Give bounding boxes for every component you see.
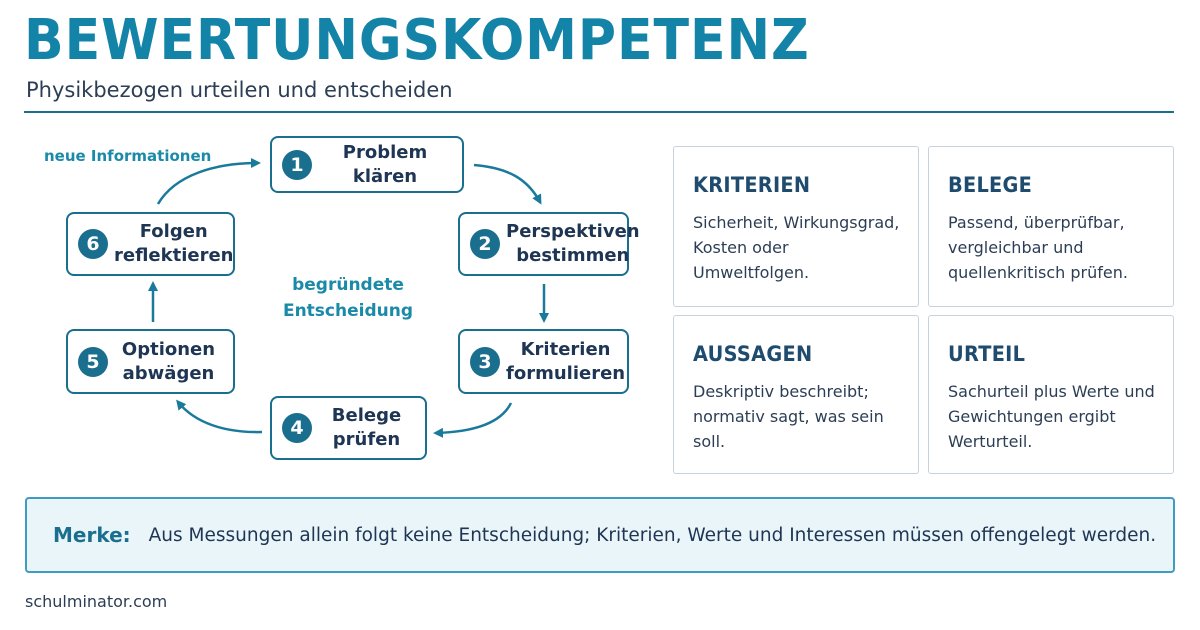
step-number-badge: 6 <box>78 229 108 259</box>
arrow-6-to-1 <box>158 163 258 204</box>
step-label: Optionen abwägen <box>121 338 216 384</box>
card-title: URTEIL <box>948 342 1026 366</box>
arrow-3-to-4 <box>436 403 511 433</box>
cycle-center-label: begründete Entscheidung <box>282 275 414 321</box>
arrow-1-to-2 <box>474 165 540 202</box>
step-label: Perspektiven bestimmen <box>506 221 640 266</box>
card-text: Sachurteil plus Werte und Gewichtungen ergibt Werturteil. <box>948 382 1155 451</box>
page-title: BEWERTUNGSKOMPETENZ <box>24 8 810 73</box>
step-number-badge: 5 <box>78 347 108 377</box>
note-text: Aus Messungen allein folgt keine Entscheidung; Kriterien, Werte und Interessen müssen offengelegt werden. <box>148 524 1157 546</box>
footer-source: schulminator.com <box>25 592 168 611</box>
step-number-badge: 3 <box>470 347 500 377</box>
step-number-badge: 4 <box>282 413 312 443</box>
step-1-problem <box>270 136 464 193</box>
step-label: Kriterien formulieren <box>506 338 626 384</box>
note-label: Merke: <box>53 523 131 547</box>
step-6-consequences <box>66 212 235 276</box>
card-title: BELEGE <box>948 173 1033 197</box>
card-text: Passend, überprüfbar, vergleichbar und quellenkritisch prüfen. <box>948 213 1128 282</box>
card-text: Sicherheit, Wirkungsgrad, Kosten oder Umweltfolgen. <box>693 213 900 282</box>
step-label: Belege prüfen <box>331 405 402 450</box>
card-text: Deskriptiv beschreibt; normativ sagt, was sein soll. <box>693 382 884 451</box>
step-label: Problem klären <box>342 141 428 187</box>
step-2-perspectives <box>458 212 640 276</box>
card-evidence <box>928 146 1174 307</box>
note-box <box>25 497 1175 573</box>
step-number-badge: 1 <box>282 150 312 180</box>
card-title: AUSSAGEN <box>693 342 813 366</box>
loop-label-new-information: neue Informationen <box>44 147 212 165</box>
card-criteria <box>673 146 919 307</box>
step-5-options <box>66 329 235 394</box>
step-number-badge: 2 <box>470 229 500 259</box>
card-judgement <box>928 315 1174 474</box>
step-label: Folgen reflektieren <box>114 221 234 266</box>
arrow-4-to-5 <box>178 402 262 432</box>
page-subtitle: Physikbezogen urteilen und entscheiden <box>26 78 453 102</box>
card-statements <box>673 315 919 474</box>
step-3-criteria <box>458 329 629 394</box>
card-title: KRITERIEN <box>693 173 811 197</box>
step-4-evidence <box>270 396 427 460</box>
